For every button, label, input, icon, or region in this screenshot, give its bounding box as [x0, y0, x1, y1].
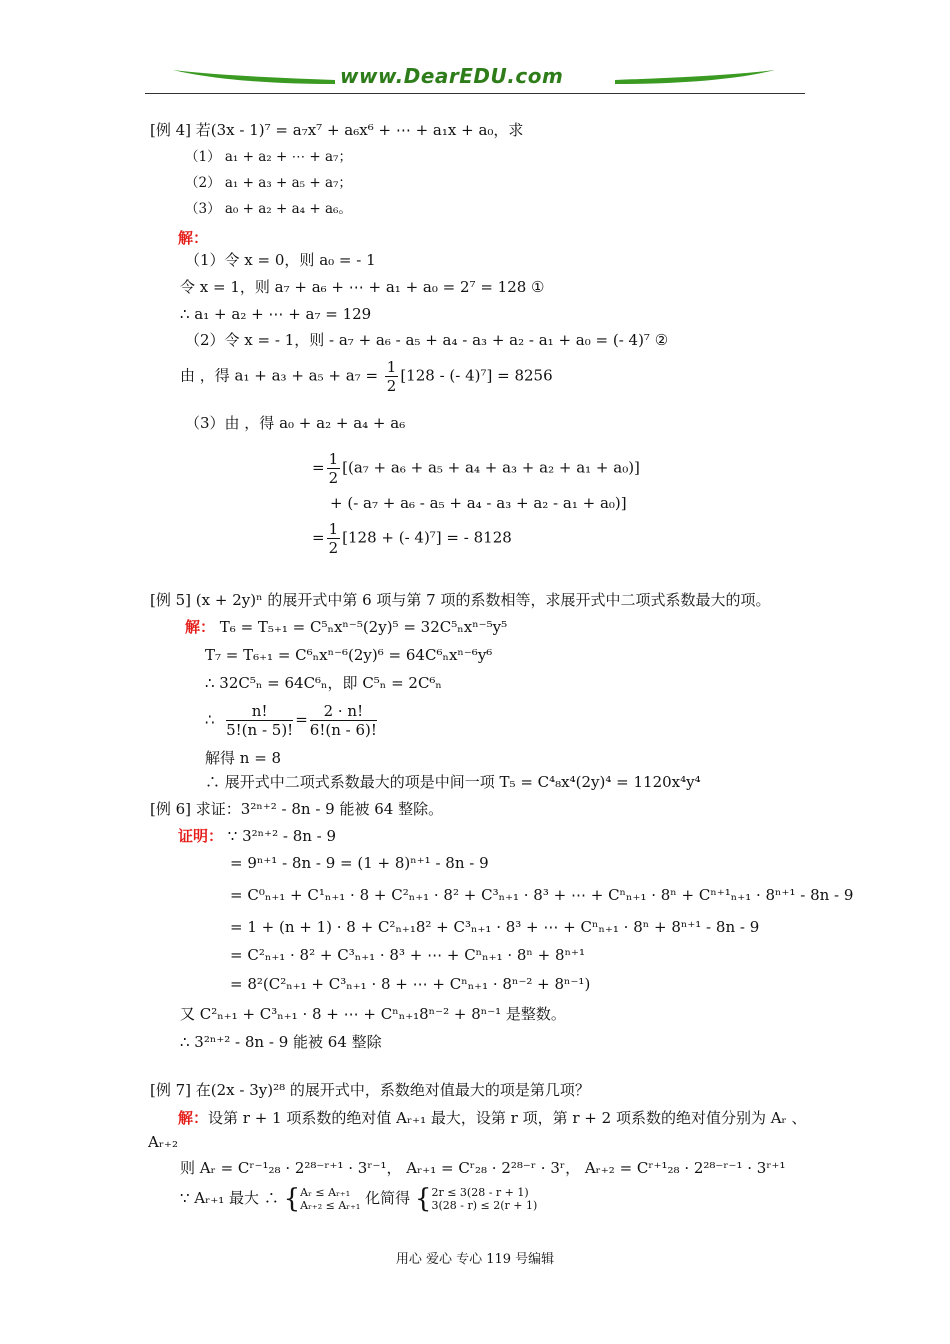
example-4-step-9-text: [128 + (- 4)⁷] = - 8128: [342, 528, 512, 547]
example-6-solution-label: 证明：: [178, 827, 224, 845]
half-fraction: [327, 520, 341, 557]
example-4-step-2: 令 x = 1，则 a₇ + a₆ + ⋯ + a₁ + a₀ = 2⁷ = 128 ①: [180, 278, 545, 296]
fraction-numerator: 1: [386, 358, 397, 376]
fraction-numerator: 1: [328, 520, 339, 538]
example-5-step-4: ∴ $\frac{n!}{5!(n - 5)!}$ = $\frac{2 \cdot n!}{6!(n - 6)!}$: [205, 702, 377, 739]
fraction-numerator: n!: [226, 702, 293, 721]
example-5-step-2: T₇ = T₆₊₁ = C⁶ₙxⁿ⁻⁶(2y)⁶ = 64C⁶ₙxⁿ⁻⁶y⁶: [205, 646, 493, 664]
example-6-step-3: = C⁰ₙ₊₁ + C¹ₙ₊₁ · 8 + C²ₙ₊₁ · 8² + C³ₙ₊₁ · 8³ + ⋯ + Cⁿₙ₊₁ · 8ⁿ + Cⁿ⁺¹ₙ₊₁ · 8ⁿ⁺¹ - 8n - 9: [230, 886, 854, 904]
example-6-step-5: = C²ₙ₊₁ · 8² + C³ₙ₊₁ · 8³ + ⋯ + Cⁿₙ₊₁ · 8ⁿ + 8ⁿ⁺¹: [230, 946, 585, 964]
site-header: [145, 62, 805, 94]
example-6-step-6: = 8²(C²ₙ₊₁ + C³ₙ₊₁ · 8 + ⋯ + Cⁿₙ₊₁ · 8ⁿ⁻² + 8ⁿ⁻¹): [230, 975, 591, 993]
inequality-system-1: [300, 1186, 360, 1212]
example-5-solution-label: 解：: [185, 618, 216, 636]
inequality-system-2: [431, 1186, 537, 1212]
inequality: 2r ≤ 3(28 - r + 1): [431, 1186, 529, 1199]
example-5-title: [例 5] (x + 2y)ⁿ 的展开式中第 6 项与第 7 项的系数相等，求展开式中二项式系数最大的项。: [150, 591, 771, 609]
example-6-step-1: [178, 826, 336, 846]
example-7-step-1-text: 设第 r + 1 项系数的绝对值 Aᵣ₊₁ 最大，设第 r 项，第 r + 2 项系数的绝对值分别为 Aᵣ 、: [208, 1109, 807, 1127]
example-4-step-5-lead: 由 ，得 a₁ + a₃ + a₅ + a₇ =: [180, 366, 383, 385]
example-4-step-3: ∴ a₁ + a₂ + ⋯ + a₇ = 129: [180, 305, 372, 323]
example-4-item-1: （1） a₁ + a₂ + ⋯ + a₇；: [185, 149, 352, 165]
example-6-step-4: = 1 + (n + 1) · 8 + C²ₙ₊₁8² + C³ₙ₊₁ · 8³ + ⋯ + Cⁿₙ₊₁ · 8ⁿ + 8ⁿ⁺¹ - 8n - 9: [230, 918, 760, 936]
example-4-item-3: （3） a₀ + a₂ + a₄ + a₆。: [185, 201, 352, 217]
example-7-step-2: Aᵣ₊₂: [148, 1133, 178, 1151]
example-5-step-1-text: T₆ = T₅₊₁ = C⁵ₙxⁿ⁻⁵(2y)⁵ = 32C⁵ₙxⁿ⁻⁵y⁵: [219, 618, 508, 636]
example-7-step-4: [180, 1186, 537, 1212]
left-brace: {: [283, 1184, 301, 1214]
example-6-step-7: 又 C²ₙ₊₁ + C³ₙ₊₁ · 8 + ⋯ + Cⁿₙ₊₁8ⁿ⁻² + 8ⁿ⁻¹ 是整数。: [180, 1005, 566, 1023]
example-5-step-6: ∴ 展开式中二项式系数最大的项是中间一项 T₅ = C⁴₈x⁴(2y)⁴ = 1120x⁴y⁴: [205, 773, 701, 791]
fraction-numerator: 2 · n!: [310, 702, 377, 721]
example-4-step-5-tail: [128 - (- 4)⁷] = 8256: [400, 366, 553, 385]
example-4-item-2: （2） a₁ + a₃ + a₅ + a₇；: [185, 175, 352, 191]
half-fraction: [385, 358, 399, 395]
example-7-title: [例 7] 在(2x - 3y)²⁸ 的展开式中，系数绝对值最大的项是第几项？: [150, 1081, 590, 1099]
example-4-step-1: （1）令 x = 0，则 a₀ = - 1: [185, 251, 376, 269]
left-brace: {: [414, 1184, 432, 1214]
example-4-step-6: （3）由 ，得 a₀ + a₂ + a₄ + a₆: [185, 414, 406, 432]
fraction-denominator: 2: [328, 469, 339, 487]
inequality: 3(28 - r) ≤ 2(r + 1): [431, 1199, 538, 1212]
example-6-step-1-text: ∵ 3²ⁿ⁺² - 8n - 9: [227, 827, 337, 845]
example-5-step-3: ∴ 32C⁵ₙ = 64C⁶ₙ，即 C⁵ₙ = 2C⁶ₙ: [205, 674, 442, 692]
example-4-title: [例 4] 若(3x - 1)⁷ = a₇x⁷ + a₆x⁶ + ⋯ + a₁x + a₀，求: [150, 121, 524, 139]
fraction-numerator: 1: [328, 450, 339, 468]
example-4-step-4: （2）令 x = - 1，则 - a₇ + a₆ - a₅ + a₄ - a₃ + a₂ - a₁ + a₀ = (- 4)⁷ ②: [185, 331, 669, 349]
example-4-step-8: + (- a₇ + a₆ - a₅ + a₄ - a₃ + a₂ - a₁ + a₀)]: [330, 494, 627, 512]
example-6-step-2: = 9ⁿ⁺¹ - 8n - 9 = (1 + 8)ⁿ⁺¹ - 8n - 9: [230, 854, 489, 872]
example-7-step-4-text: ∵ Aᵣ₊₁ 最大 ∴: [180, 1189, 279, 1207]
fraction-denominator: 5!(n - 5)!: [226, 721, 294, 739]
example-7-step-1: [178, 1108, 807, 1128]
page-footer: 用心 爱心 专心 119 号编辑: [395, 1252, 555, 1267]
inequality: Aᵣ₊₂ ≤ Aᵣ₊₁: [300, 1199, 361, 1212]
half-fraction: [327, 450, 341, 487]
example-4-step-7-text: [(a₇ + a₆ + a₅ + a₄ + a₃ + a₂ + a₁ + a₀)]: [342, 458, 640, 477]
example-4-step-5: [180, 358, 553, 395]
example-4-step-7: = $\frac{1}{2}$ [(a₇ + a₆ + a₅ + a₄ + a₃ + a₂ + a₁ + a₀)]: [312, 450, 640, 487]
example-4-solution-label: 解：: [178, 229, 209, 247]
factorial-fraction-left: [226, 702, 293, 739]
example-6-title: [例 6] 求证：3²ⁿ⁺² - 8n - 9 能被 64 整除。: [150, 800, 444, 818]
fraction-denominator: 6!(n - 6)!: [309, 721, 377, 739]
header-rule: [145, 93, 805, 94]
example-7-step-3: 则 Aᵣ = Cʳ⁻¹₂₈ · 2²⁸⁻ʳ⁺¹ · 3ʳ⁻¹， Aᵣ₊₁ = Cʳ₂₈ · 2²⁸⁻ʳ · 3ʳ， Aᵣ₊₂ = Cʳ⁺¹₂₈ · 2²⁸⁻ʳ⁻¹ · 3ʳ⁺¹: [180, 1159, 786, 1177]
example-7-solution-label: 解：: [178, 1109, 209, 1127]
fraction-denominator: 2: [328, 539, 339, 557]
example-5-step-5: 解得 n = 8: [205, 749, 282, 767]
example-6-step-8: ∴ 3²ⁿ⁺² - 8n - 9 能被 64 整除: [180, 1033, 382, 1051]
example-5-step-1: [185, 617, 507, 637]
factorial-fraction-right: [310, 702, 377, 739]
inequality: Aᵣ ≤ Aᵣ₊₁: [300, 1186, 351, 1199]
example-7-step-4-simplify: 化简得: [365, 1189, 411, 1207]
fraction-denominator: 2: [386, 377, 397, 395]
site-name: www.DearEDU.com: [340, 64, 564, 88]
example-4-step-9: = $\frac{1}{2}$ [128 + (- 4)⁷] = - 8128: [312, 520, 512, 557]
